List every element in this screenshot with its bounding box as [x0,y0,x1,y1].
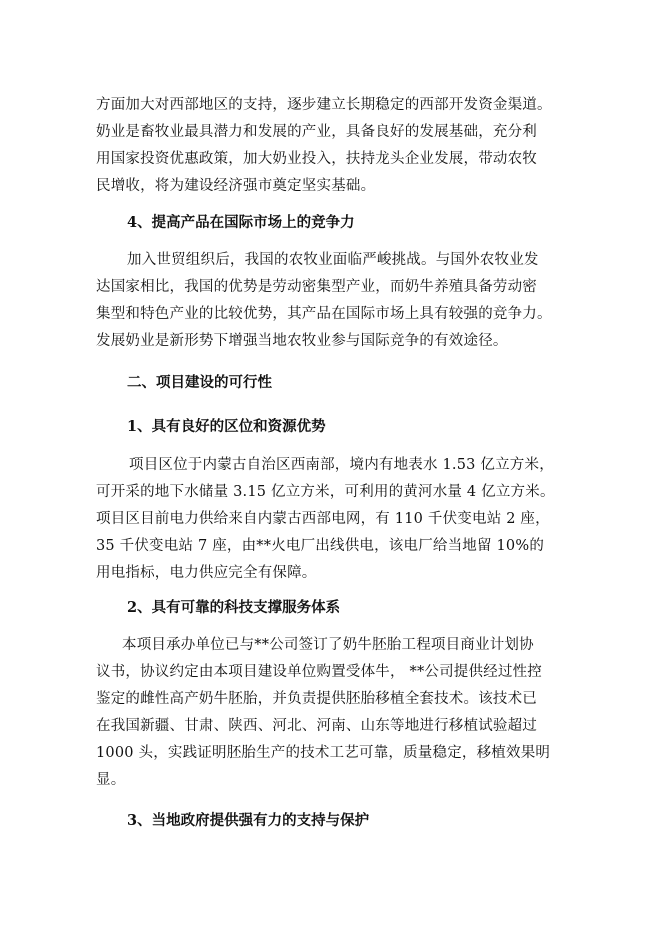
subsection-1-heading: 1、具有良好的区位和资源优势 [127,418,326,435]
subsection-1-paragraph [96,454,586,589]
document-page [96,94,586,832]
text-line: 35 千伏变电站 7 座，由**火电厂出线供电，该电厂给当地留 10%的 [96,538,545,554]
text-line: 加入世贸组织后，我国的农牧业面临严峻挑战。与国外农牧业发 [127,252,539,268]
intro-paragraph [96,94,586,202]
text-line: 用电指标，电力供应完全有保障。 [96,565,317,581]
subsection-2-heading: 2、具有可靠的科技支撑服务体系 [127,599,341,616]
text-line: 1000 头，实践证明胚胎生产的技术工艺可靠，质量稳定，移植效果明 [96,745,551,761]
text-line: 本项目承办单位已与**公司签订了奶牛胚胎工程项目商业计划协 [122,637,534,653]
text-line: 议书，协议约定由本项目建设单位购置受体牛， **公司提供经过性控 [96,664,543,680]
text-line: 集型和特色产业的比较优势，其产品在国际市场上具有较强的竞争力。 [96,306,552,322]
subsection-2-paragraph [96,634,586,796]
text-line: 项目区位于内蒙古自治区西南部，境内有地表水 1.53 亿立方米， [129,457,554,473]
text-line: 发展奶业是新形势下增强当地农牧业参与国际竞争的有效途径。 [96,333,508,349]
subsection-3-heading: 3、当地政府提供强有力的支持与保护 [127,812,370,829]
text-line: 用国家投资优惠政策，加大奶业投入，扶持龙头企业发展，带动农牧 [96,151,537,167]
text-line: 民增收，将为建设经济强市奠定坚实基础。 [96,178,376,194]
text-line: 奶业是畜牧业最具潜力和发展的产业，具备良好的发展基础，充分利 [96,124,537,140]
text-line: 方面加大对西部地区的支持，逐步建立长期稳定的西部开发资金渠道。 [96,97,552,113]
text-line: 鉴定的雌性高产奶牛胚胎，并负责提供胚胎移植全套技术。该技术已 [96,691,537,707]
part-2-heading: 二、项目建设的可行性 [127,374,272,391]
text-line: 在我国新疆、甘肃、陕西、河北、河南、山东等地进行移植试验超过 [96,718,537,734]
section-4-heading: 4、提高产品在国际市场上的竞争力 [127,214,355,231]
text-line: 达国家相比，我国的优势是劳动密集型产业，而奶牛养殖具备劳动密 [96,279,537,295]
text-line: 显。 [96,772,126,788]
section-4-paragraph [96,249,586,357]
text-line: 可开采的地下水储量 3.15 亿立方米，可利用的黄河水量 4 亿立方米。 [96,484,555,500]
text-line: 项目区目前电力供给来自内蒙古西部电网，有 110 千伏变电站 2 座， [96,511,550,527]
